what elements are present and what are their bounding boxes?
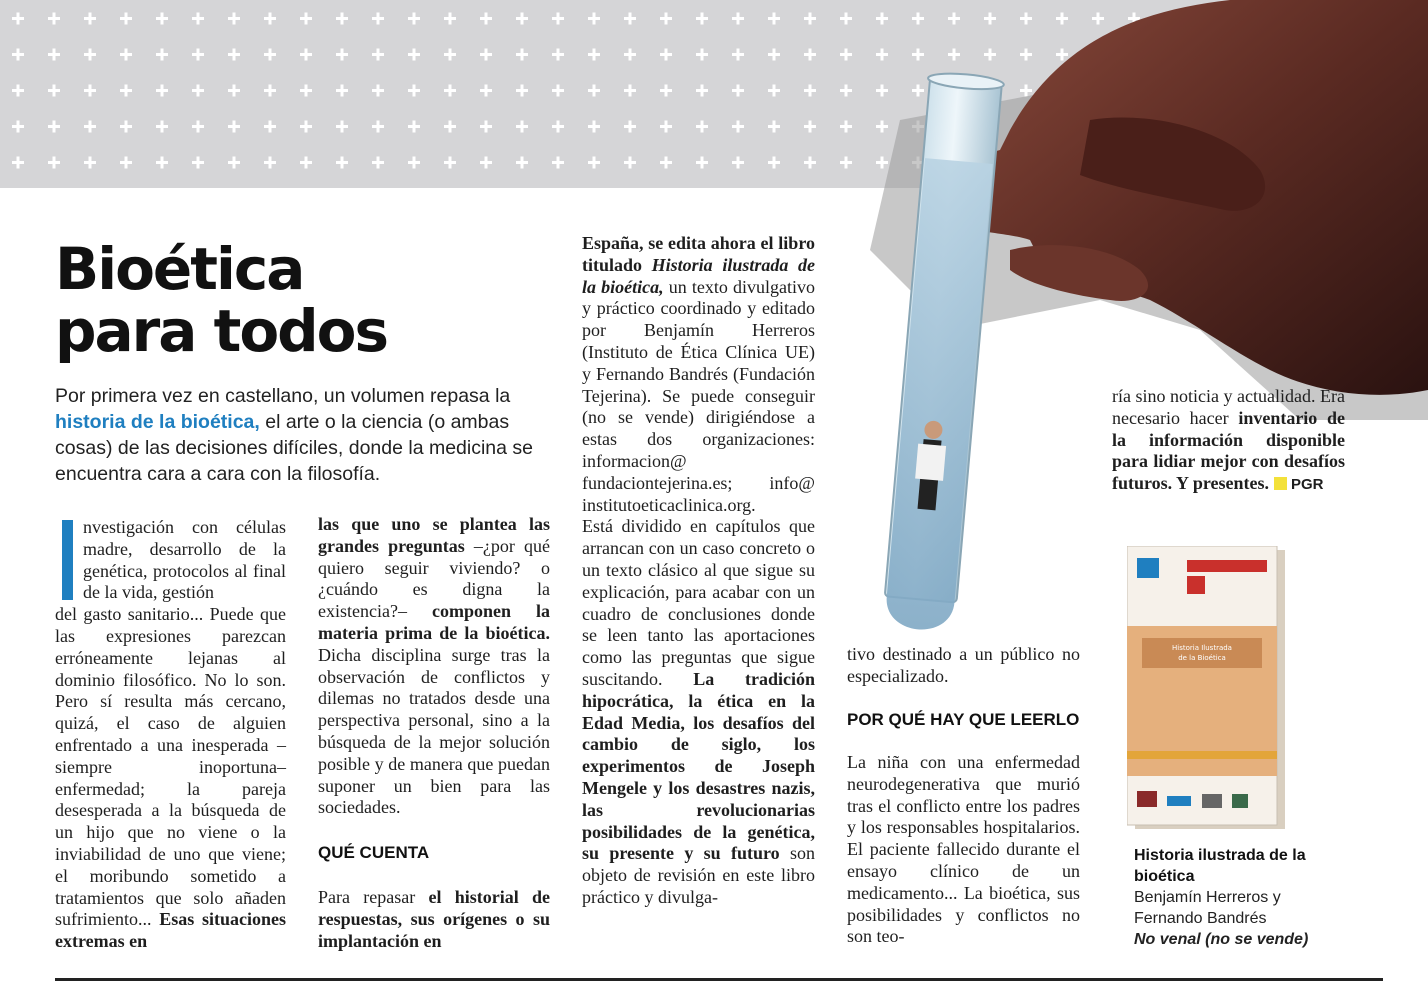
column-5-text-1: ría sino noticia y actualidad. Era necesario hacer (1112, 386, 1345, 428)
column-2-bottom (318, 887, 550, 952)
column-3-text-2: Está dividido en capítulos que arrancan con un caso concreto o un texto clásico al que sigue su explicación, para acabar con un cuadro de conclusiones donde se leen tanto las aportaciones como las preguntas que sigue suscitando. (582, 516, 815, 689)
column-4-text-2: La niña con una enfermedad neurodegenerativa que murió tras el conflicto entre los padres y los responsables hospitalarios. El paciente fallecido durante el ensayo clínico de un medicamento... La bioética, sus posibilidades y conflictos no son teo- (847, 752, 1080, 947)
headline (55, 235, 388, 365)
subhead-que-cuenta: QUÉ CUENTA (318, 843, 430, 862)
column-2 (318, 514, 550, 818)
column-3-text-1: un texto divulgativo y práctico coordinado y editado por Benjamín Herreros (Instituto de Ética Clínica UE) y Fernando Bandrés (Fundación Tejerina). Se puede conseguir (no se vende) dirigiéndose a estas dos organizaciones: informacion@ fundaciontejerina.es; info@ institutoeticaclinica.org. (582, 276, 816, 515)
column-3 (582, 233, 815, 909)
lede-highlight: historia de la bioética, (55, 411, 260, 433)
column-1 (55, 517, 286, 953)
column-1-bold-end: Esas situaciones extremas en (55, 909, 286, 952)
column-4-text-1: tivo destinado a un público no especializado. (847, 644, 1080, 686)
column-1-text: del gasto sanitario... Puede que las expresiones parezcan erróneamente lejanas al dominio filosófico. No lo son. Pero sí resulta más cercano, quizá, el caso de alguien enfrentado a una inesperada –siempre inoportuna– enfermedad; la pareja desesperada a la búsqueda de un hijo que no viene o la inviabilidad de uno que viene; el moribundo sometido a tratamientos que solo añaden sufrimiento... (55, 604, 286, 930)
lede-paragraph (55, 383, 540, 487)
column-2-bold-1: las que uno se plantea las grandes preguntas (318, 514, 550, 556)
column-5 (1112, 386, 1345, 496)
lede-text-start: Por primera vez en castellano, un volumen repasa la (55, 385, 511, 407)
column-2-text-1: –¿por qué quiero seguir viviendo? o ¿cuándo es digna la existencia?– (318, 535, 550, 622)
lede-text-end: el arte o la ciencia (o ambas cosas) de las decisiones difíciles, donde la medicina se encuentra cara a cara con la filosofía. (55, 411, 534, 485)
column-3-bold-2: La tradición hipocrática, la ética en la Edad Media, los desafíos del cambio de siglo, los experimentos de Joseph Mengele y los desastres nazis, las revolucionarias posibilidades de la genética, su presente y su futuro (582, 668, 815, 864)
book-caption-authors: Benjamín Herreros y Fernando Bandrés (1134, 889, 1281, 927)
column-2-bold-3: el historial de respuestas, sus orígenes o su implantación en (318, 887, 550, 951)
column-2-text-2: Dicha disciplina surge tras la observación de conflictos y dilemas no tratados desde una perspectiva personal, sino a la búsqueda de la mejor solución posible y de manera que puedan suponer un bien para las sociedades. (318, 644, 550, 818)
subhead-por-que-leerlo: POR QUÉ HAY QUE LEERLO (847, 710, 1080, 729)
headline-line-2: para todos (55, 297, 388, 365)
end-mark-square (1274, 477, 1287, 490)
column-4-top (847, 644, 1080, 688)
column-1-intro: nvestigación con células madre, desarrollo de la genética, protocolos al final de la vida, gestión (83, 517, 286, 603)
book-title-inline: Historia ilustrada de la bioética, (582, 254, 816, 297)
column-3-text-3: son objeto de revisión en este libro práctico y divulga- (582, 843, 816, 907)
column-2-text-3: Para repasar (318, 887, 429, 907)
book-caption-note: No venal (no se vende) (1134, 931, 1309, 948)
column-3-bold-1: España, se edita ahora el libro titulado (582, 233, 815, 275)
book-cover-title-2: de la Bioética (1178, 654, 1226, 662)
author-signature: PGR (1291, 476, 1324, 494)
book-caption-title: Historia ilustrada de la bioética (1134, 847, 1306, 885)
headline-line-1: Bioética (55, 235, 304, 303)
column-4-bottom (847, 752, 1080, 948)
bottom-rule (55, 978, 1383, 981)
book-cover-title-1: Historia Ilustrada (1172, 644, 1232, 652)
column-5-bold-1: inventario de la información disponible para lidiar mejor con desafíos futuros. Y presentes. (1112, 407, 1346, 494)
book-cover-image (1127, 546, 1285, 829)
column-2-bold-2: componen la materia prima de la bioética. (318, 601, 550, 643)
book-caption (1134, 845, 1334, 950)
